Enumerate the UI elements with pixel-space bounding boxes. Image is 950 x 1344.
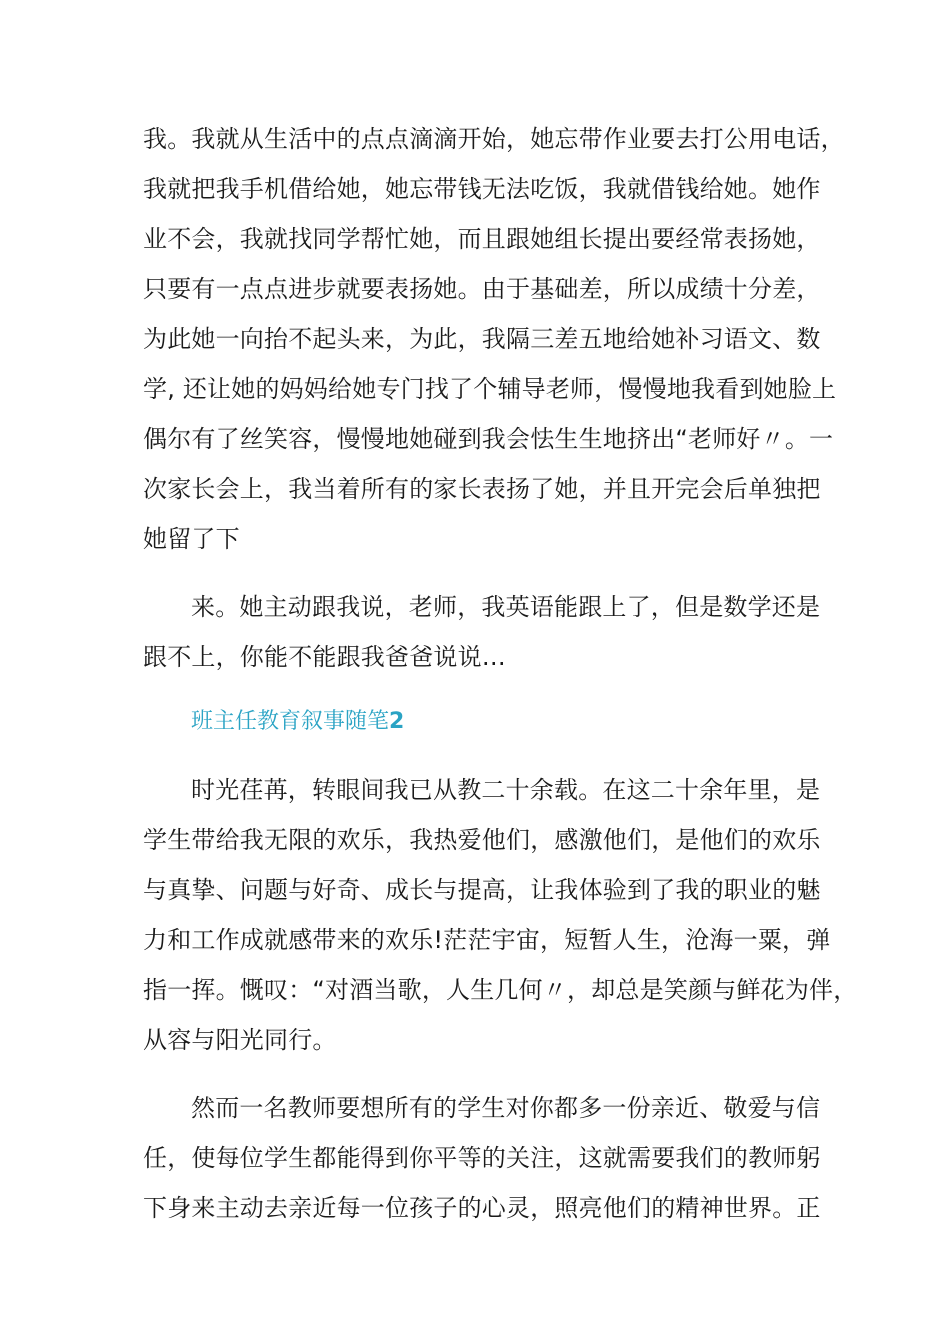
paragraph-line: 我就把我手机借给她，她忘带钱无法吃饭，我就借钱给她。她作 <box>143 175 821 203</box>
paragraph-line: 次家长会上，我当着所有的家长表扬了她，并且开完会后单独把 <box>143 475 821 503</box>
paragraph-line: 任，使每位学生都能得到你平等的关注，这就需要我们的教师躬 <box>143 1144 821 1172</box>
paragraph-line: 与真挚、问题与好奇、成长与提高，让我体验到了我的职业的魅 <box>143 876 821 904</box>
paragraph-line: 学生带给我无限的欢乐，我热爱他们，感激他们，是他们的欢乐 <box>143 826 821 854</box>
paragraph-line: 来。她主动跟我说，老师，我英语能跟上了，但是数学还是 <box>191 593 821 621</box>
paragraph-line: 只要有一点点进步就要表扬她。由于基础差，所以成绩十分差， <box>143 275 821 303</box>
paragraph-line: 从容与阳光同行。 <box>143 1026 337 1054</box>
paragraph-line: 然而一名教师要想所有的学生对你都多一份亲近、敬爱与信 <box>191 1094 821 1122</box>
paragraph-line: 偶尔有了丝笑容，慢慢地她碰到我会怯生生地挤出“老师好〃。一 <box>143 425 834 453</box>
paragraph-line: 时光荏苒，转眼间我已从教二十余载。在这二十余年里，是 <box>191 776 821 804</box>
paragraph-line: 她留了下 <box>143 525 240 553</box>
section-heading-text: 班主任教育叙事随笔 <box>191 709 390 734</box>
section-heading-number: 2 <box>389 709 405 734</box>
paragraph-line: 下身来主动去亲近每一位孩子的心灵，照亮他们的精神世界。正 <box>143 1194 821 1222</box>
paragraph-line: 跟不上，你能不能跟我爸爸说说… <box>143 643 506 671</box>
section-heading <box>191 707 404 737</box>
paragraph-line: 我。我就从生活中的点点滴滴开始，她忘带作业要去打公用电话， <box>143 125 845 153</box>
paragraph-line: 为此她一向抬不起头来，为此，我隔三差五地给她补习语文、数 <box>143 325 821 353</box>
paragraph-line: 业不会，我就找同学帮忙她，而且跟她组长提出要经常表扬她， <box>143 225 821 253</box>
paragraph-line: 力和工作成就感带来的欢乐!茫茫宇宙，短暂人生，沧海一粟，弹 <box>143 926 831 954</box>
paragraph-line: 学, 还让她的妈妈给她专门找了个辅导老师，慢慢地我看到她脸上 <box>143 375 837 403</box>
paragraph-line: 指一挥。慨叹：“对酒当歌，人生几何〃，却总是笑颜与鲜花为伴， <box>143 976 858 1004</box>
